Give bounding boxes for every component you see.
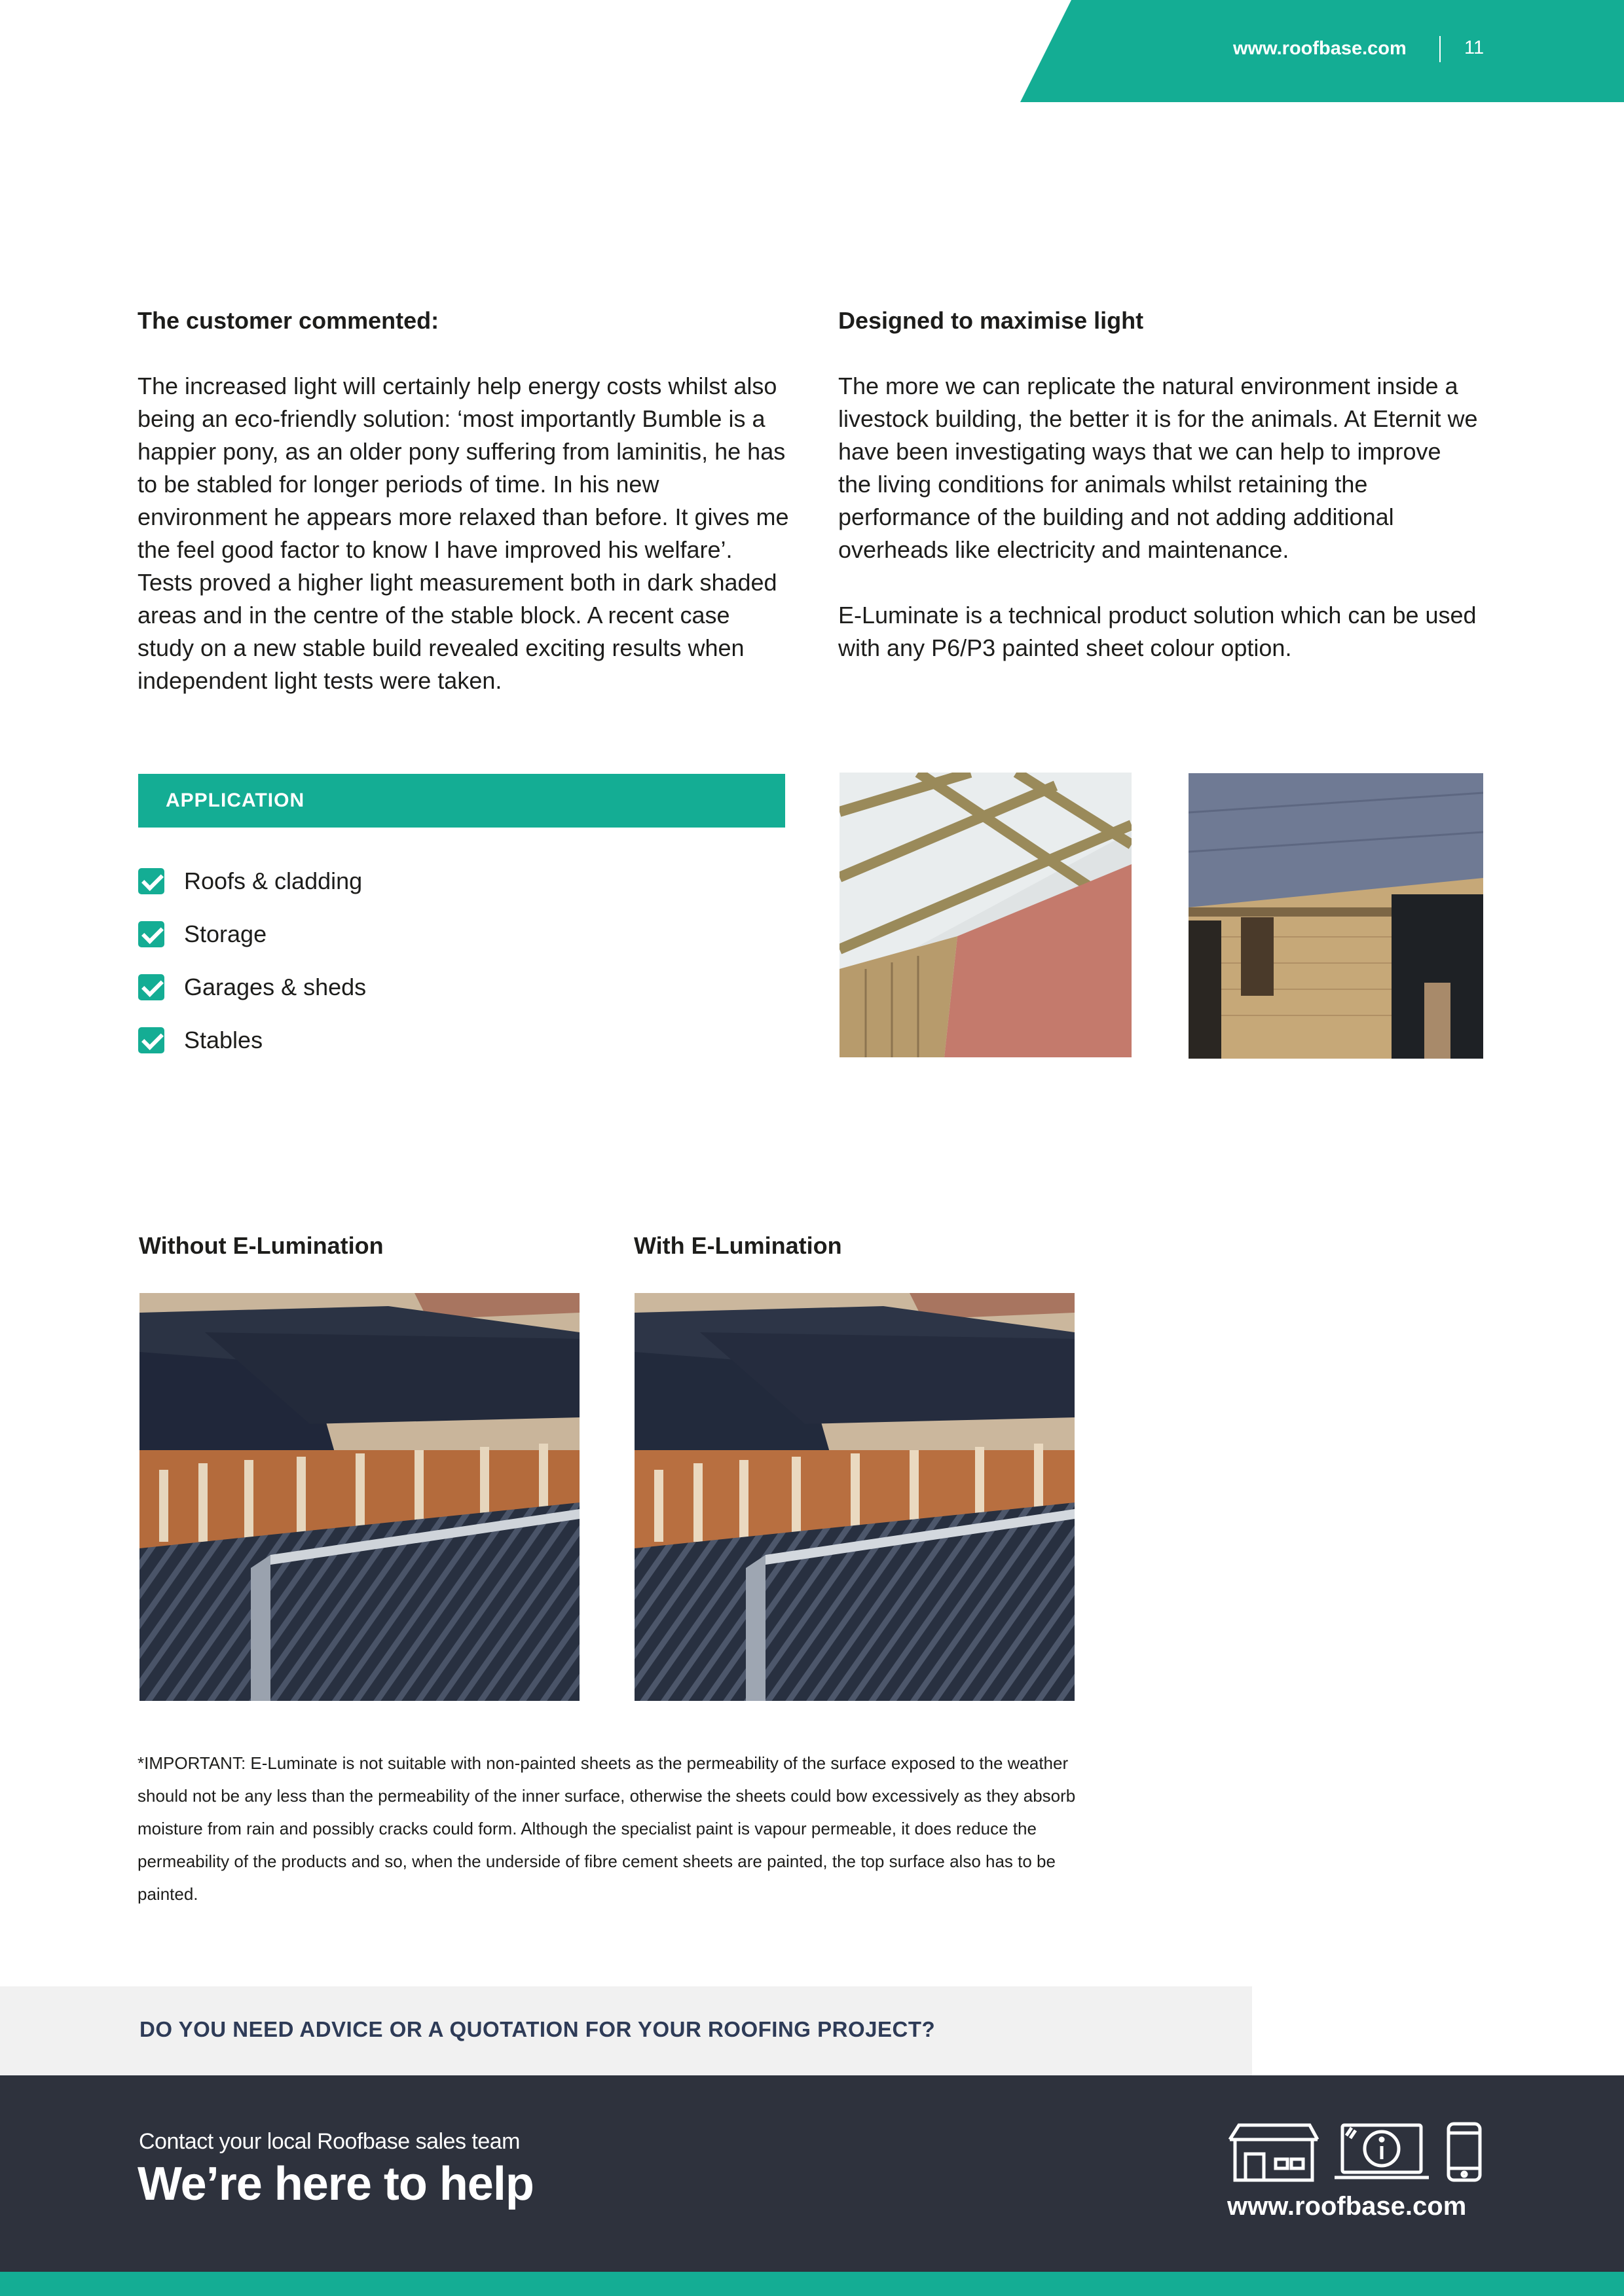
footer-accent-strip — [0, 2272, 1624, 2296]
phone-icon — [1449, 2124, 1480, 2180]
list-item-label: Storage — [184, 920, 267, 947]
checkbox-icon — [138, 974, 164, 1000]
stable-interior-photo — [840, 773, 1132, 1057]
store-icon — [1230, 2125, 1318, 2180]
footer-icons — [1225, 2121, 1486, 2183]
header-divider — [1439, 36, 1441, 62]
customer-body: The increased light will certainly help energy costs whilst also being an eco-friendly solution: ‘most importantly Bumble is a happier pony, as an older pony suffering from laminitis, he has to be stabled for longer periods of time. In his new environment he appears more relaxed than before. It gives me the feel good factor to know I have improved his welfare’. Tests proved a higher light measurement both in dark shaded areas and in the centre of the stable block. A recent case study on a new stable build revealed exciting results when independent light tests were taken. — [138, 373, 789, 694]
stable-exterior-photo — [1189, 773, 1483, 1059]
header-website-link[interactable]: www.roofbase.com — [1233, 38, 1407, 59]
list-item — [138, 921, 366, 947]
checkbox-icon — [138, 921, 164, 947]
checkbox-icon — [138, 1027, 164, 1053]
designed-paragraph-2: E-Luminate is a technical product solution which can be used with any P6/P3 painted sheet colour option. — [838, 602, 1477, 661]
list-item-label: Garages & sheds — [184, 974, 367, 1000]
tagline: We’re here to help — [138, 2158, 534, 2210]
laptop-info-icon — [1335, 2125, 1429, 2178]
advice-text: DO YOU NEED ADVICE OR A QUOTATION FOR YOUR ROOFING PROJECT? — [139, 2017, 936, 2041]
designed-section — [838, 304, 1480, 665]
designed-heading: Designed to maximise light — [838, 307, 1144, 334]
application-header: APPLICATION — [138, 774, 785, 828]
list-item-label: Stables — [184, 1027, 263, 1053]
contact-line: Contact your local Roofbase sales team — [139, 2129, 520, 2154]
page-number: 11 — [1464, 37, 1485, 58]
list-item — [138, 974, 366, 1000]
without-elumination-label: Without E-Lumination — [139, 1232, 384, 1259]
without-elumination-photo — [139, 1293, 580, 1701]
customer-comment-section — [138, 304, 792, 697]
list-item — [138, 1027, 366, 1053]
checkbox-icon — [138, 868, 164, 894]
list-item — [138, 868, 366, 894]
application-list — [138, 868, 366, 1080]
important-note: *IMPORTANT: E-Luminate is not suitable with non-painted sheets as the permeability of the surface exposed to the weather should not be any less than the permeability of the inner surface, otherwise the sheets could bow excessively as they absorb moisture from rain and possibly cracks could form. Although the specialist paint is vapour permeable, it does reduce the permeability of the products and so, when the underside of fibre cement sheets are painted, the top surface also has to be painted. — [138, 1753, 1076, 1904]
footer-website-link[interactable]: www.roofbase.com — [1227, 2192, 1467, 2221]
designed-paragraph-1: The more we can replicate the natural environment inside a livestock building, the better it is for the animals. At Eternit we have been investigating ways that we can help to improve the living conditions for animals whilst retaining the performance of the building and not adding additional overheads like electricity and maintenance. — [838, 373, 1478, 563]
list-item-label: Roofs & cladding — [184, 867, 363, 894]
with-elumination-photo — [635, 1293, 1075, 1701]
with-elumination-label: With E-Lumination — [634, 1232, 842, 1259]
customer-heading: The customer commented: — [138, 307, 439, 334]
